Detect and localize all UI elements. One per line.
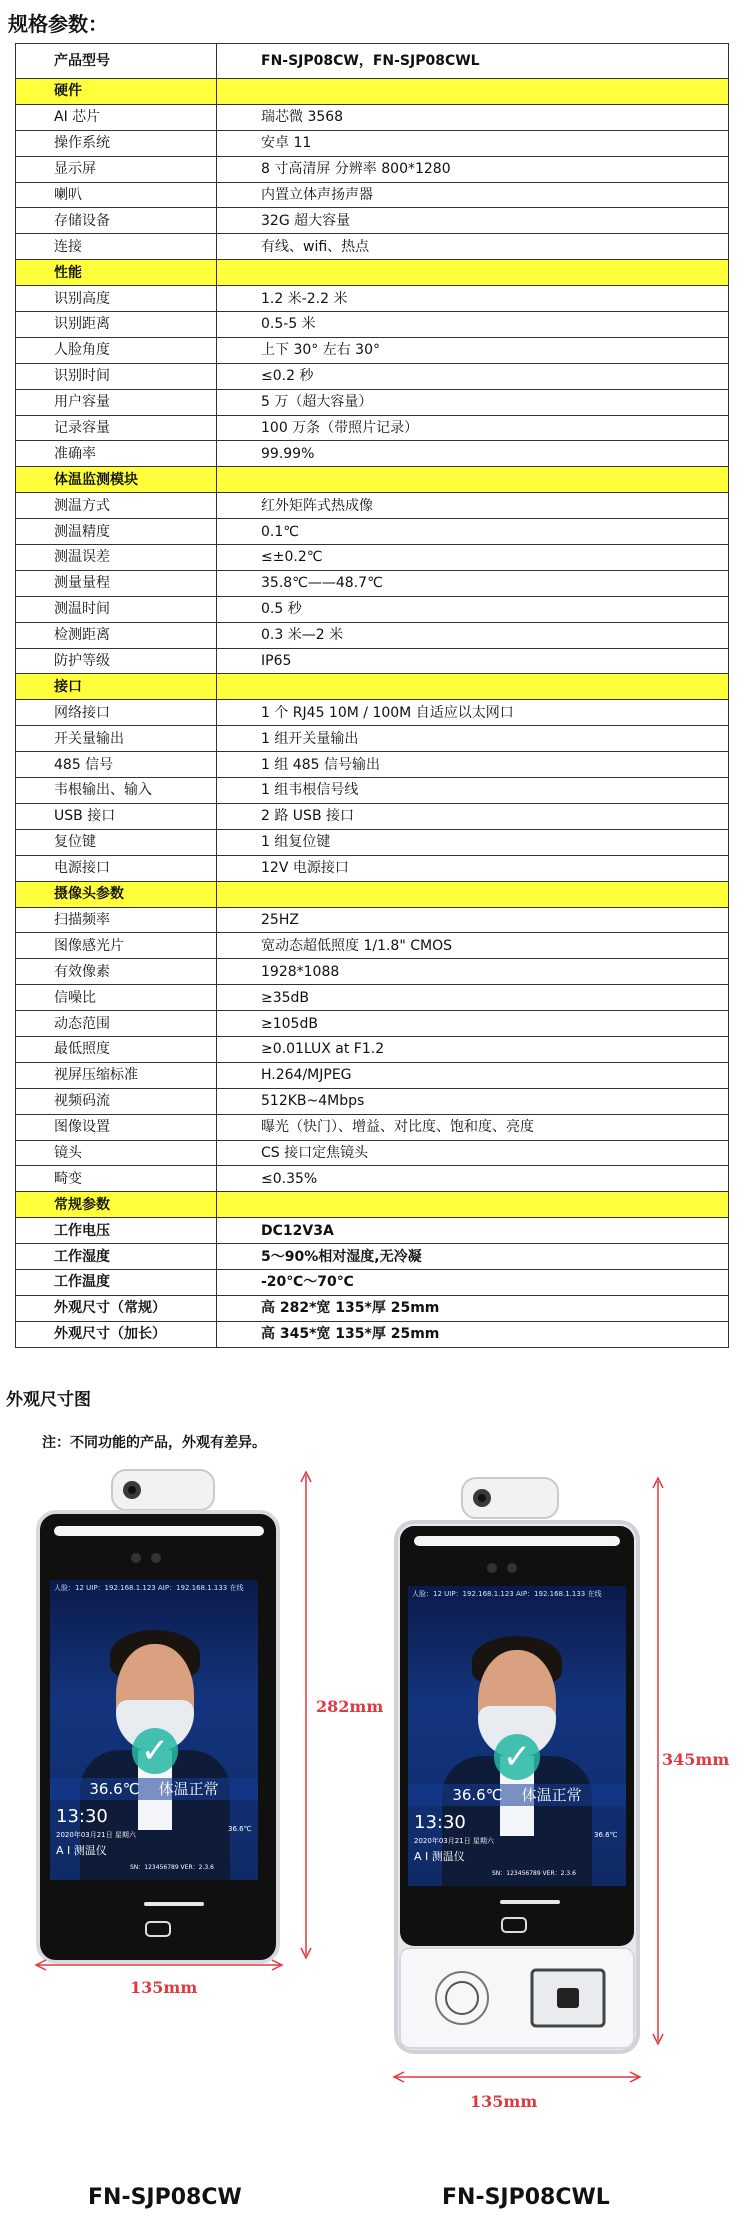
- spec-value: ≤0.35%: [217, 1166, 729, 1192]
- table-row: [16, 519, 729, 545]
- device-cw-height: 282mm: [316, 1697, 384, 1716]
- table-row: [16, 726, 729, 752]
- spec-label: 测温方式: [16, 493, 217, 519]
- table-row: [16, 415, 729, 441]
- device-cwl-model: FN-SJP08CWL: [442, 2185, 610, 2210]
- spec-label: 有效像素: [16, 959, 217, 985]
- spec-label: 人脸角度: [16, 337, 217, 363]
- table-row: [16, 286, 729, 312]
- spec-label: 测温精度: [16, 519, 217, 545]
- spec-value: [217, 881, 729, 907]
- table-row: [16, 312, 729, 338]
- spec-label: 准确率: [16, 441, 217, 467]
- spec-label: 工作湿度: [16, 1244, 217, 1270]
- table-row: [16, 104, 729, 130]
- table-row: [16, 1011, 729, 1037]
- table-row: [16, 985, 729, 1011]
- spec-label: 信噪比: [16, 985, 217, 1011]
- spec-value: DC12V3A: [217, 1218, 729, 1244]
- spec-label: 连接: [16, 234, 217, 260]
- table-row: [16, 182, 729, 208]
- spec-label: 检测距离: [16, 622, 217, 648]
- spec-value: 32G 超大容量: [217, 208, 729, 234]
- spec-value: 35.8℃——48.7℃: [217, 570, 729, 596]
- table-row: [16, 363, 729, 389]
- table-row: [16, 156, 729, 182]
- table-row: [16, 1166, 729, 1192]
- spec-label: USB 接口: [16, 803, 217, 829]
- device-cwl-screen: [408, 1586, 626, 1886]
- spec-value: H.264/MJPEG: [217, 1062, 729, 1088]
- spec-value: CS 接口定焦镜头: [217, 1140, 729, 1166]
- spec-label: 操作系统: [16, 130, 217, 156]
- table-row: [16, 545, 729, 571]
- spec-label: 动态范围: [16, 1011, 217, 1037]
- table-row: [16, 1088, 729, 1114]
- table-row: [16, 1140, 729, 1166]
- table-row: [16, 907, 729, 933]
- spec-value: ≥105dB: [217, 1011, 729, 1037]
- spec-value: [217, 260, 729, 286]
- spec-value: 红外矩阵式热成像: [217, 493, 729, 519]
- screen-date: 2020年03月21日 星期六: [56, 1831, 136, 1839]
- spec-value: ≥35dB: [217, 985, 729, 1011]
- table-row: [16, 1295, 729, 1321]
- spec-value: 1 组 485 信号输出: [217, 752, 729, 778]
- page-heading: 规格参数：: [8, 12, 108, 36]
- spec-value: 1 组开关量输出: [217, 726, 729, 752]
- spec-label: 存储设备: [16, 208, 217, 234]
- spec-label: 工作温度: [16, 1269, 217, 1295]
- screen-date: 2020年03月21日 星期六: [414, 1837, 494, 1845]
- spec-value: 高 345*宽 135*厚 25mm: [217, 1321, 729, 1347]
- spec-label: 畸变: [16, 1166, 217, 1192]
- spec-value: 1 组韦根信号线: [217, 778, 729, 804]
- spec-value: ≥0.01LUX at F1.2: [217, 1036, 729, 1062]
- spec-value: FN-SJP08CW，FN-SJP08CWL: [217, 44, 729, 79]
- spec-value: 安卓 11: [217, 130, 729, 156]
- spec-label: 测温时间: [16, 596, 217, 622]
- spec-label: 接口: [16, 674, 217, 700]
- screen-app-name: A I 测温仪: [56, 1844, 107, 1857]
- spec-value: [217, 1192, 729, 1218]
- spec-label: 识别高度: [16, 286, 217, 312]
- spec-label: AI 芯片: [16, 104, 217, 130]
- spec-value: 0.5 秒: [217, 596, 729, 622]
- temperature-status: 体温正常: [158, 1780, 219, 1798]
- screen-time: 13:30: [414, 1812, 466, 1833]
- table-row: [16, 1321, 729, 1347]
- screen-small-temp: 36.6℃: [594, 1831, 618, 1839]
- spec-value: IP65: [217, 648, 729, 674]
- spec-value: 瑞芯微 3568: [217, 104, 729, 130]
- screen-small-temp: 36.6℃: [228, 1825, 252, 1833]
- section-header-row: [16, 881, 729, 907]
- screen-status-line: 人脸：12 UIP：192.168.1.123 AIP：192.168.1.133 在线: [54, 1584, 244, 1592]
- spec-value: 0.1℃: [217, 519, 729, 545]
- spec-value: [217, 79, 729, 105]
- table-row: [16, 959, 729, 985]
- spec-value: 1.2 米-2.2 米: [217, 286, 729, 312]
- spec-value: 0.5-5 米: [217, 312, 729, 338]
- check-icon: ✓: [494, 1734, 540, 1780]
- spec-label: 电源接口: [16, 855, 217, 881]
- spec-value: ≤±0.2℃: [217, 545, 729, 571]
- spec-label: 最低照度: [16, 1036, 217, 1062]
- table-row: [16, 596, 729, 622]
- spec-value: 5 万（超大容量）: [217, 389, 729, 415]
- spec-value: 宽动态超低照度 1/1.8" CMOS: [217, 933, 729, 959]
- section-header-row: [16, 1192, 729, 1218]
- screen-status-line: 人脸：12 UIP：192.168.1.123 AIP：192.168.1.133 在线: [412, 1590, 602, 1598]
- spec-label: 体温监测模块: [16, 467, 217, 493]
- table-row: [16, 389, 729, 415]
- spec-value: 100 万条（带照片记录）: [217, 415, 729, 441]
- device-cw-model: FN-SJP08CW: [88, 2185, 242, 2210]
- table-row: [16, 778, 729, 804]
- spec-value: ≤0.2 秒: [217, 363, 729, 389]
- spec-label: 防护等级: [16, 648, 217, 674]
- table-row: [16, 337, 729, 363]
- spec-value: [217, 674, 729, 700]
- device-cw-height-line: [296, 1470, 316, 1960]
- spec-label: 工作电压: [16, 1218, 217, 1244]
- table-row: [16, 648, 729, 674]
- spec-label: 扫描频率: [16, 907, 217, 933]
- spec-label: 显示屏: [16, 156, 217, 182]
- spec-value: 8 寸高清屏 分辨率 800*1280: [217, 156, 729, 182]
- device-cwl-width: 135mm: [470, 2092, 538, 2111]
- table-row: [16, 752, 729, 778]
- screen-app-name: A I 测温仪: [414, 1850, 465, 1863]
- table-row: [16, 1244, 729, 1270]
- spec-value: 内置立体声扬声器: [217, 182, 729, 208]
- spec-value: 1 个 RJ45 10M / 100M 自适应以太网口: [217, 700, 729, 726]
- table-row: [16, 493, 729, 519]
- device-cw-screen: [50, 1580, 258, 1880]
- spec-value: 5～90%相对湿度,无冷凝: [217, 1244, 729, 1270]
- spec-label: 记录容量: [16, 415, 217, 441]
- temperature-bar: [408, 1784, 626, 1806]
- spec-value: 0.3 米—2 米: [217, 622, 729, 648]
- table-row: [16, 1269, 729, 1295]
- spec-label: 硬件: [16, 79, 217, 105]
- spec-value: 上下 30° 左右 30°: [217, 337, 729, 363]
- spec-label: 图像感光片: [16, 933, 217, 959]
- table-row: [16, 1062, 729, 1088]
- table-header-row: [16, 44, 729, 79]
- spec-value: 1 组复位键: [217, 829, 729, 855]
- spec-value: 12V 电源接口: [217, 855, 729, 881]
- spec-label: 图像设置: [16, 1114, 217, 1140]
- spec-label: 摄像头参数: [16, 881, 217, 907]
- table-row: [16, 234, 729, 260]
- spec-value: -20℃～70℃: [217, 1269, 729, 1295]
- spec-label: 镜头: [16, 1140, 217, 1166]
- spec-value: 512KB~4Mbps: [217, 1088, 729, 1114]
- table-row: [16, 441, 729, 467]
- spec-label: 识别时间: [16, 363, 217, 389]
- check-icon: ✓: [132, 1728, 178, 1774]
- spec-value: 曝光（快门）、增益、对比度、饱和度、亮度: [217, 1114, 729, 1140]
- spec-value: [217, 467, 729, 493]
- spec-label: 复位键: [16, 829, 217, 855]
- table-row: [16, 130, 729, 156]
- temperature-bar: [50, 1778, 258, 1800]
- table-row: [16, 1218, 729, 1244]
- spec-label: 外观尺寸（常规）: [16, 1295, 217, 1321]
- table-row: [16, 570, 729, 596]
- section-header-row: [16, 79, 729, 105]
- spec-label: 视频码流: [16, 1088, 217, 1114]
- dimensions-note: 注：不同功能的产品，外观有差异。: [42, 1435, 266, 1451]
- table-row: [16, 1036, 729, 1062]
- spec-value: 1928*1088: [217, 959, 729, 985]
- spec-label: 测温误差: [16, 545, 217, 571]
- section-header-row: [16, 260, 729, 286]
- table-row: [16, 855, 729, 881]
- spec-label: 外观尺寸（加长）: [16, 1321, 217, 1347]
- spec-label: 识别距离: [16, 312, 217, 338]
- device-cwl-width-line: [392, 2070, 642, 2084]
- table-row: [16, 803, 729, 829]
- spec-label: 喇叭: [16, 182, 217, 208]
- temperature-value: 36.6℃: [452, 1786, 503, 1804]
- spec-label: 常规参数: [16, 1192, 217, 1218]
- temperature-value: 36.6℃: [89, 1780, 140, 1798]
- spec-value: 高 282*宽 135*厚 25mm: [217, 1295, 729, 1321]
- table-row: [16, 700, 729, 726]
- table-row: [16, 829, 729, 855]
- screen-footer: SN：123456789 VER：2.3.6: [130, 1864, 214, 1871]
- temperature-status: 体温正常: [521, 1786, 582, 1804]
- spec-label: 产品型号: [16, 44, 217, 79]
- spec-value: 2 路 USB 接口: [217, 803, 729, 829]
- dimensions-title: 外观尺寸图: [6, 1390, 91, 1410]
- section-header-row: [16, 467, 729, 493]
- device-cw-width-line: [34, 1958, 284, 1972]
- spec-label: 用户容量: [16, 389, 217, 415]
- device-cwl-height: 345mm: [662, 1750, 730, 1769]
- spec-value: 25HZ: [217, 907, 729, 933]
- spec-label: 485 信号: [16, 752, 217, 778]
- screen-time: 13:30: [56, 1806, 108, 1827]
- spec-label: 开关量输出: [16, 726, 217, 752]
- spec-label: 韦根输出、输入: [16, 778, 217, 804]
- screen-footer: SN：123456789 VER：2.3.6: [492, 1870, 576, 1877]
- spec-label: 测量量程: [16, 570, 217, 596]
- spec-label: 视屏压缩标准: [16, 1062, 217, 1088]
- table-row: [16, 1114, 729, 1140]
- section-header-row: [16, 674, 729, 700]
- spec-value: 有线、wifi、热点: [217, 234, 729, 260]
- table-row: [16, 622, 729, 648]
- table-row: [16, 933, 729, 959]
- spec-value: 99.99%: [217, 441, 729, 467]
- device-cw-width: 135mm: [130, 1978, 198, 1997]
- table-row: [16, 208, 729, 234]
- spec-label: 网络接口: [16, 700, 217, 726]
- spec-table: [15, 43, 729, 1348]
- spec-label: 性能: [16, 260, 217, 286]
